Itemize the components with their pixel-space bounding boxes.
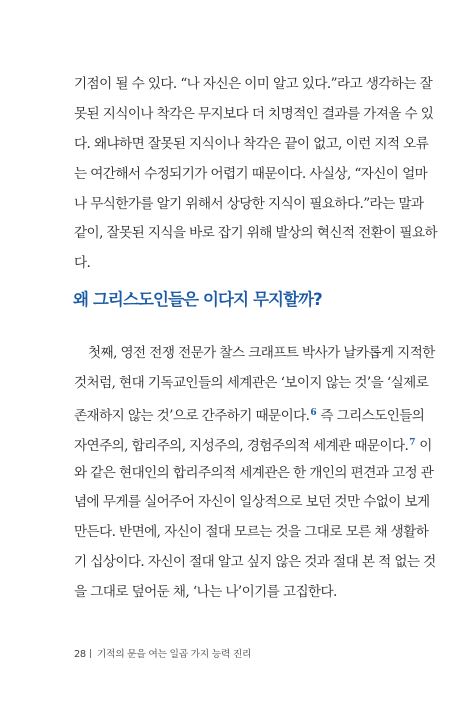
text-line: 념에 무게를 실어주어 자신이 일상적으로 보던 것만 수없이 보게 [74, 494, 430, 511]
line-text: 이 [415, 437, 432, 454]
text-line: 것처럼, 현대 기독교인들의 세계관은 ‘보이지 않는 것’을 ‘실제로 [74, 374, 429, 391]
section-heading: 왜 그리스도인들은 이다지 무지할까? [73, 290, 322, 309]
text-line: 기점이 될 수 있다. “나 자신은 이미 알고 있다.”라고 생각하는 잘 [74, 76, 433, 92]
paragraph-body [74, 339, 436, 608]
text-line: 못된 지식이나 착각은 무지보다 더 치명적인 결과를 가져올 수 있 [74, 105, 434, 122]
text-line: 첫째, 영전 전쟁 전문가 찰스 크래프트 박사가 날카롭게 지적한 [88, 345, 435, 361]
text-line [74, 429, 432, 459]
text-line: 같이, 잘못된 지식을 바로 잡기 위해 발상의 혁신적 전환이 필요하 [74, 225, 438, 242]
text-line: 나 무식한가를 알기 위해서 상당한 지식이 필요하다.”라는 말과 [74, 195, 424, 212]
line-text: 즉 그리스도인들의 [316, 407, 425, 424]
footnote-marker[interactable]: 6 [310, 407, 317, 418]
text-line: 을 그대로 덮어둔 채, ‘나는 나’이기를 고집한다. [74, 584, 337, 601]
line-text: 존재하지 않는 것’으로 간주하기 때문이다. [74, 407, 310, 424]
line-text: 자연주의, 합리주의, 지성주의, 경험주의적 세계관 때문이다. [74, 437, 409, 454]
paragraph-continued [74, 70, 438, 279]
text-line [74, 399, 425, 429]
footer-divider [90, 649, 91, 658]
text-line: 기 십상이다. 자신이 절대 알고 싶지 않은 것과 절대 본 적 없는 것 [74, 554, 436, 571]
page-footer [74, 646, 251, 660]
text-line: 와 같은 현대인의 합리주의적 세계관은 한 개인의 편견과 고정 관 [74, 464, 434, 481]
text-line: 만든다. 반면에, 자신이 절대 모르는 것을 그대로 모른 채 생활하 [74, 524, 429, 541]
text-line: 다. 왜냐하면 잘못된 지식이나 착각은 끝이 없고, 이런 지적 오류 [74, 135, 429, 152]
footnote-marker[interactable]: 7 [409, 437, 416, 448]
running-title: 기적의 문을 여는 일곱 가지 능력 진리 [96, 649, 252, 660]
page-number: 28 [74, 649, 86, 660]
text-line: 다. [74, 255, 91, 272]
text-line: 는 여간해서 수정되기가 어렵기 때문이다. 사실상, “자신이 얼마 [74, 165, 428, 182]
